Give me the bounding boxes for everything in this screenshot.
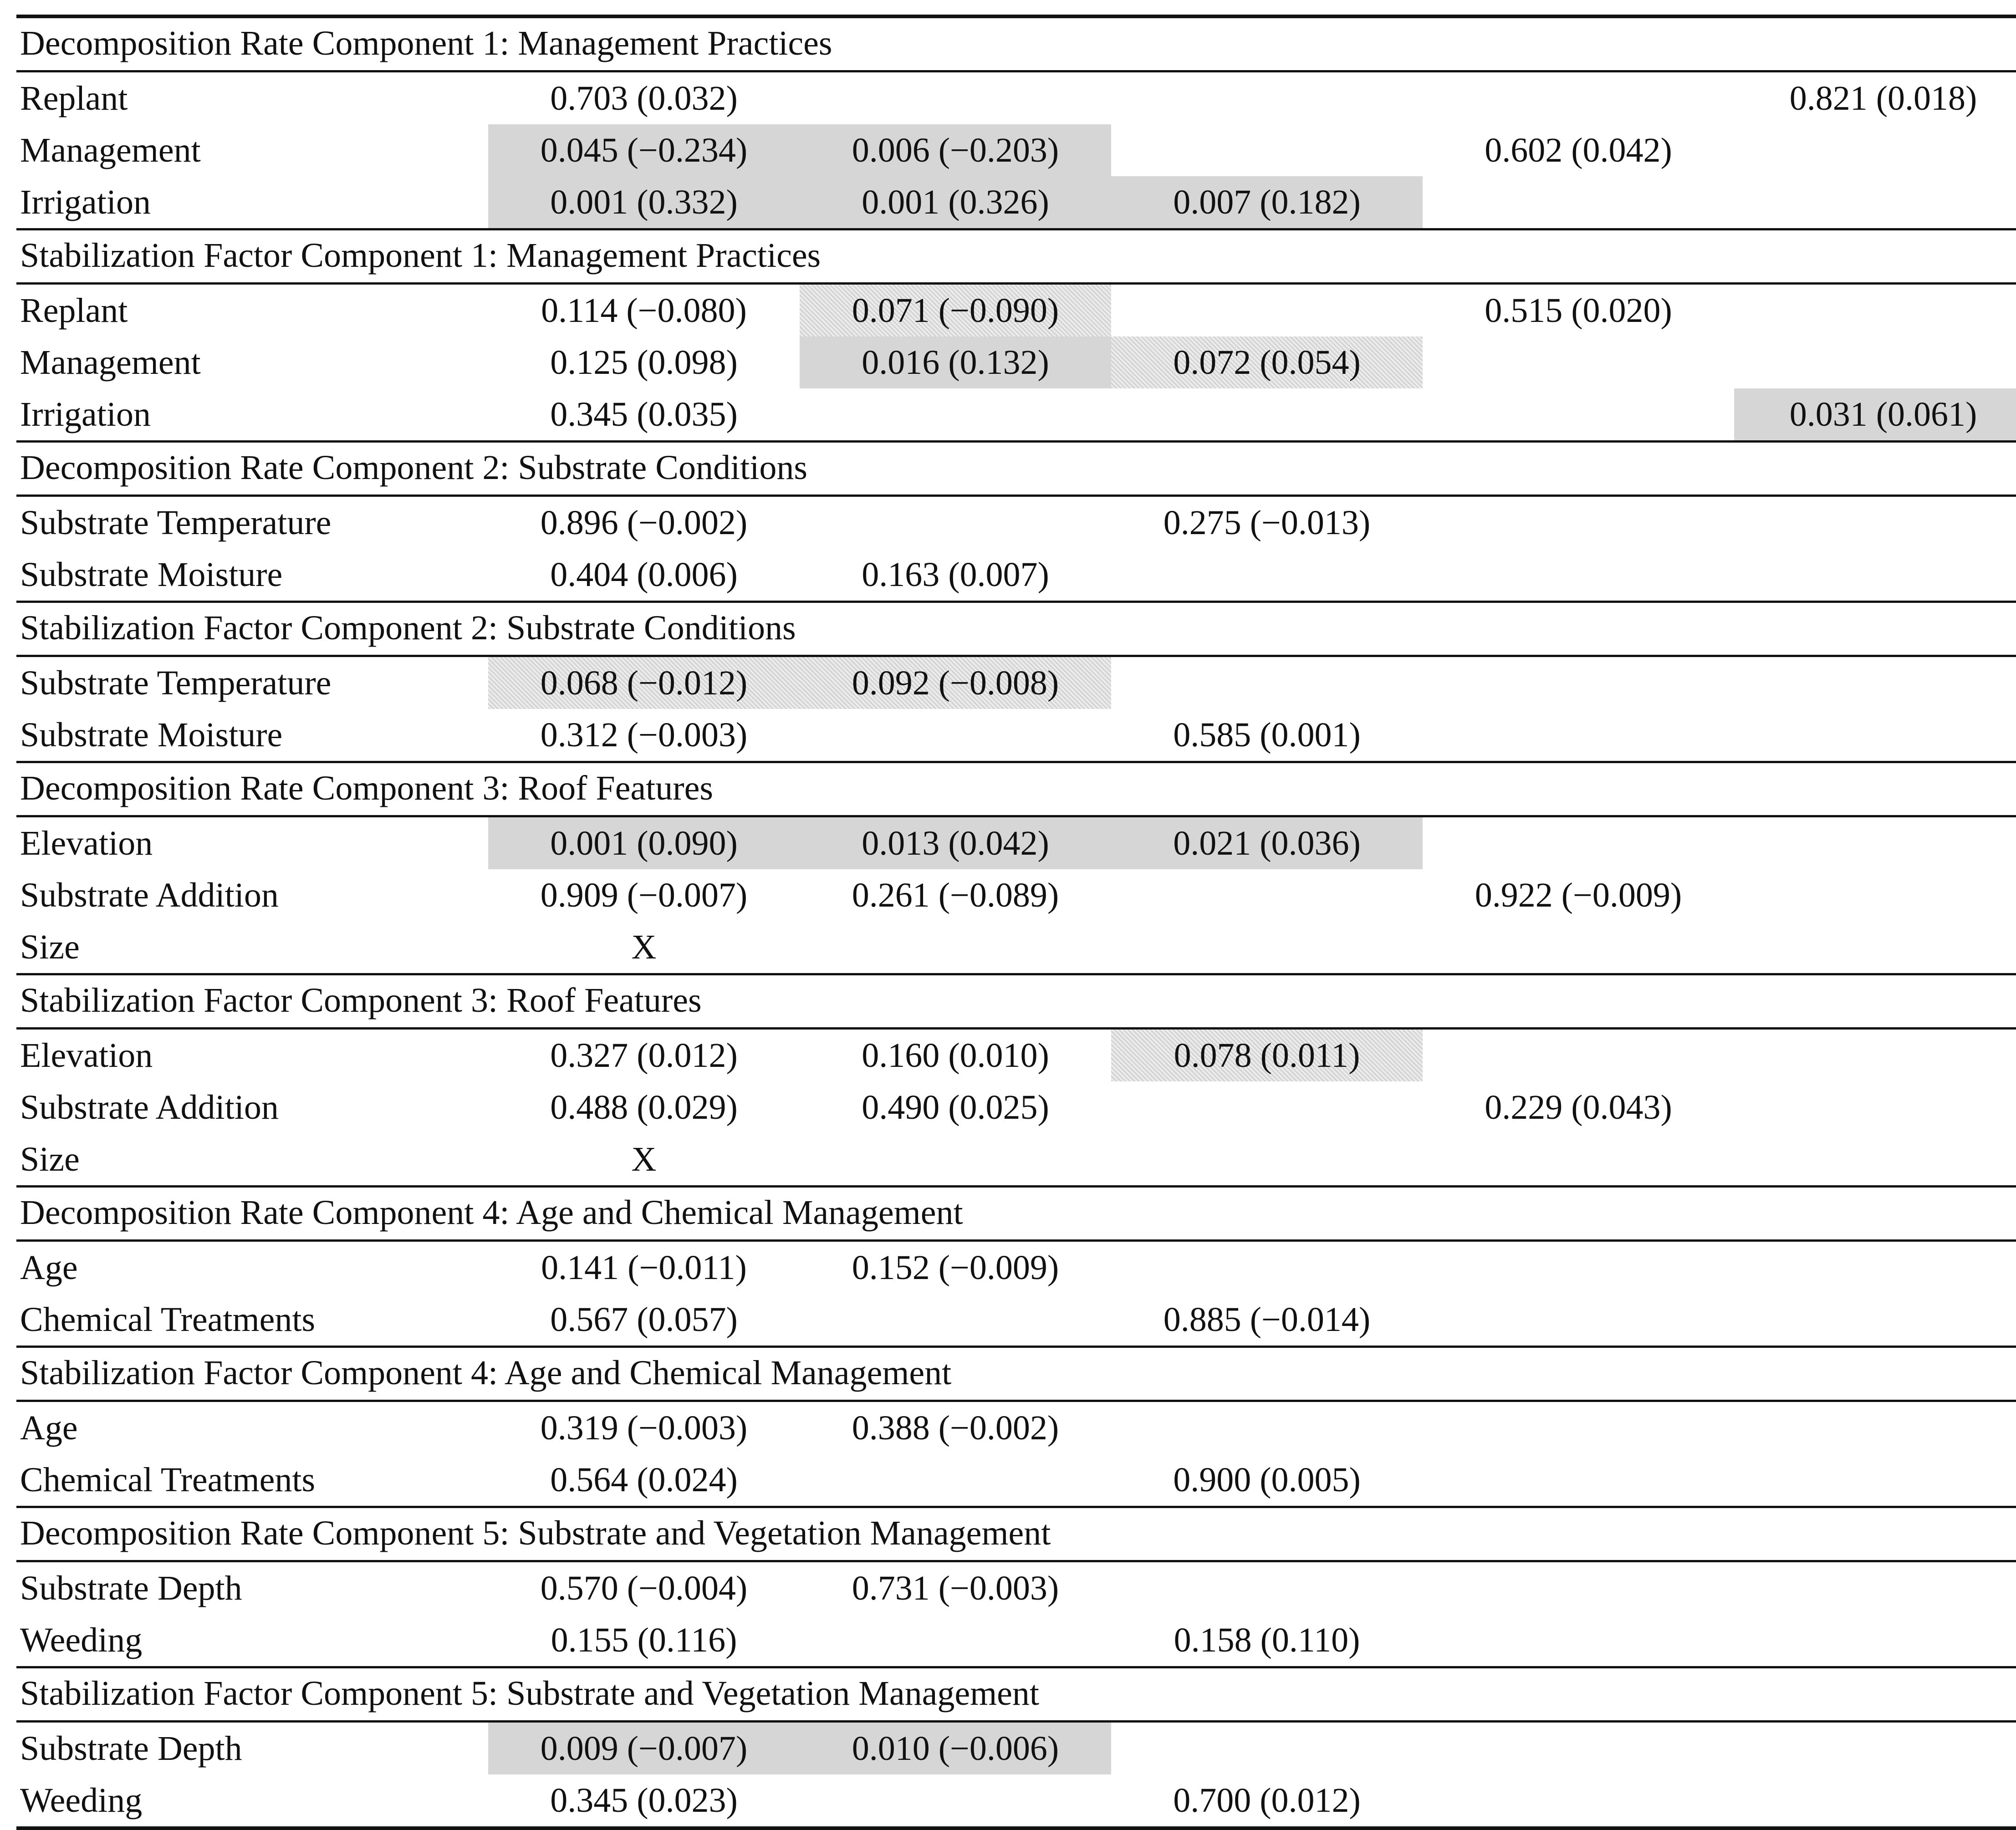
- table-section: [16, 1188, 2016, 1348]
- table-cell: [800, 336, 1111, 388]
- results-table: [16, 15, 2016, 1830]
- cell-value: 0.567 (0.057): [550, 1300, 738, 1339]
- cell-value: 0.564 (0.024): [550, 1460, 738, 1499]
- table-row: [16, 657, 2016, 709]
- section-title: Stabilization Factor Component 2: Substrate Conditions: [20, 609, 796, 647]
- table-cell: [800, 176, 1111, 228]
- table-cell: [488, 1242, 800, 1294]
- row-label: Substrate Moisture: [20, 716, 283, 754]
- cell-value: 0.013 (0.042): [862, 824, 1049, 862]
- section-title: Decomposition Rate Component 2: Substrate Conditions: [20, 449, 807, 487]
- cell-value: 0.158 (0.110): [1174, 1621, 1360, 1659]
- section-title: Stabilization Factor Component 1: Management Practices: [20, 236, 821, 275]
- cell-value: 0.001 (0.090): [550, 824, 738, 862]
- section-header-row: [16, 763, 2016, 815]
- cell-value: 0.163 (0.007): [862, 555, 1049, 594]
- cell-value: 0.319 (−0.003): [540, 1408, 748, 1447]
- table-cell: [1423, 285, 1734, 336]
- cell-value: 0.345 (0.023): [550, 1781, 738, 1820]
- cell-value: 0.900 (0.005): [1173, 1460, 1361, 1499]
- cell-value: 0.602 (0.042): [1485, 131, 1672, 169]
- row-label: Management: [20, 343, 201, 382]
- table-cell: [800, 1242, 1111, 1294]
- table-row: [16, 285, 2016, 336]
- cell-value: 0.001 (0.332): [550, 183, 738, 221]
- cell-value: 0.703 (0.032): [550, 79, 738, 117]
- cell-value: 0.731 (−0.003): [852, 1569, 1059, 1607]
- table-row: [16, 1614, 2016, 1666]
- table-section: [16, 1348, 2016, 1508]
- cell-value: 0.821 (0.018): [1789, 79, 1977, 117]
- row-label: Substrate Depth: [20, 1729, 242, 1768]
- table-cell: [800, 1081, 1111, 1133]
- row-label: Irrigation: [20, 395, 151, 433]
- table-cell: [1734, 72, 2016, 124]
- cell-value: 0.261 (−0.089): [852, 876, 1059, 914]
- table-cell: [488, 1454, 800, 1506]
- table-cell: [800, 817, 1111, 869]
- table-cell: [800, 869, 1111, 921]
- table-cell: [1111, 336, 1423, 388]
- table-cell: [1111, 1294, 1423, 1346]
- table-row: [16, 1562, 2016, 1614]
- cell-value: 0.071 (−0.090): [852, 291, 1059, 330]
- table-row: [16, 1294, 2016, 1346]
- table-row: [16, 1774, 2016, 1826]
- table-section: [16, 18, 2016, 230]
- cell-value: 0.312 (−0.003): [540, 715, 748, 754]
- table-top-rule: [16, 15, 2016, 18]
- table-row: [16, 124, 2016, 176]
- table-cell: [488, 1562, 800, 1614]
- table-cell: [488, 497, 800, 549]
- section-title: Decomposition Rate Component 4: Age and Chemical Management: [20, 1193, 963, 1232]
- cell-value: 0.327 (0.012): [550, 1036, 738, 1075]
- section-header-row: [16, 230, 2016, 282]
- table-cell: [1111, 497, 1423, 549]
- row-label: Weeding: [20, 1621, 143, 1659]
- table-cell: [488, 709, 800, 761]
- table-cell: [1111, 176, 1423, 228]
- cell-value: 0.114 (−0.080): [541, 291, 747, 330]
- row-label: Substrate Depth: [20, 1569, 242, 1607]
- table-bottom-rule: [16, 1826, 2016, 1830]
- section-header-row: [16, 1188, 2016, 1239]
- row-label: Size: [20, 1140, 80, 1178]
- cell-value: 0.404 (0.006): [550, 555, 738, 594]
- table-row: [16, 1242, 2016, 1294]
- row-label: Chemical Treatments: [20, 1300, 316, 1339]
- table-cell: [1423, 124, 1734, 176]
- table-cell: [1423, 869, 1734, 921]
- table-section: [16, 443, 2016, 603]
- cell-value: 0.010 (−0.006): [852, 1729, 1059, 1768]
- table-cell: [488, 176, 800, 228]
- table-cell: [488, 549, 800, 601]
- table-cell: [488, 388, 800, 440]
- section-title: Stabilization Factor Component 3: Roof Features: [20, 981, 702, 1019]
- section-header-row: [16, 443, 2016, 494]
- cell-value: 0.125 (0.098): [550, 343, 738, 382]
- table-cell: [488, 336, 800, 388]
- section-header-row: [16, 975, 2016, 1027]
- cell-value: 0.141 (−0.011): [541, 1248, 747, 1287]
- cell-value: 0.229 (0.043): [1485, 1088, 1672, 1127]
- table-cell: [1111, 1030, 1423, 1081]
- table-cell: [800, 124, 1111, 176]
- cell-value: 0.006 (−0.203): [852, 131, 1059, 169]
- table-cell: [800, 1402, 1111, 1454]
- table-cell: [1734, 388, 2016, 440]
- cell-value: 0.585 (0.001): [1173, 715, 1361, 754]
- table-cell: [1111, 1454, 1423, 1506]
- table-cell: [488, 1081, 800, 1133]
- table-cell: [488, 1294, 800, 1346]
- cell-value: 0.700 (0.012): [1173, 1781, 1361, 1820]
- table-cell: [488, 921, 800, 973]
- table-row: [16, 1454, 2016, 1506]
- table-cell: [488, 817, 800, 869]
- table-cell: [488, 72, 800, 124]
- row-label: Size: [20, 928, 80, 966]
- section-title: Decomposition Rate Component 3: Roof Features: [20, 769, 713, 807]
- table-row: [16, 1402, 2016, 1454]
- cell-value: 0.896 (−0.002): [540, 503, 748, 542]
- row-label: Age: [20, 1249, 78, 1287]
- table-cell: [488, 1614, 800, 1666]
- cell-value: X: [631, 1140, 657, 1178]
- section-title: Decomposition Rate Component 1: Management Practices: [20, 24, 832, 62]
- table-section: [16, 1508, 2016, 1668]
- table-cell: [800, 285, 1111, 336]
- row-label: Chemical Treatments: [20, 1461, 316, 1499]
- cell-value: 0.016 (0.132): [862, 343, 1049, 382]
- cell-value: 0.152 (−0.009): [852, 1248, 1059, 1287]
- cell-value: 0.388 (−0.002): [852, 1408, 1059, 1447]
- table-cell: [488, 1133, 800, 1185]
- table-row: [16, 1723, 2016, 1774]
- table-cell: [488, 1774, 800, 1826]
- section-title: Decomposition Rate Component 5: Substrate and Vegetation Management: [20, 1514, 1051, 1552]
- cell-value: 0.045 (−0.234): [540, 131, 748, 169]
- section-title: Stabilization Factor Component 5: Substrate and Vegetation Management: [20, 1674, 1040, 1713]
- table-section: [16, 603, 2016, 763]
- row-label: Elevation: [20, 1036, 153, 1075]
- row-label: Replant: [20, 79, 128, 117]
- row-label: Substrate Addition: [20, 876, 279, 914]
- row-label: Elevation: [20, 824, 153, 862]
- row-label: Weeding: [20, 1781, 143, 1820]
- table-section: [16, 763, 2016, 975]
- row-label: Irrigation: [20, 183, 151, 221]
- table-cell: [488, 285, 800, 336]
- cell-value: 0.021 (0.036): [1173, 824, 1361, 862]
- cell-value: 0.155 (0.116): [551, 1621, 737, 1659]
- table-row: [16, 549, 2016, 601]
- cell-value: 0.885 (−0.014): [1163, 1300, 1371, 1339]
- table-row: [16, 1081, 2016, 1133]
- table-cell: [800, 1723, 1111, 1774]
- cell-value: 0.345 (0.035): [550, 395, 738, 433]
- table-row: [16, 1030, 2016, 1081]
- cell-value: 0.009 (−0.007): [540, 1729, 748, 1768]
- table-row: [16, 497, 2016, 549]
- section-title: Stabilization Factor Component 4: Age and Chemical Management: [20, 1354, 952, 1392]
- table-row: [16, 709, 2016, 761]
- cell-value: 0.001 (0.326): [862, 183, 1049, 221]
- section-header-row: [16, 1348, 2016, 1400]
- section-header-row: [16, 1508, 2016, 1560]
- table-cell: [1111, 1614, 1423, 1666]
- cell-value: 0.570 (−0.004): [540, 1569, 748, 1607]
- cell-value: 0.160 (0.010): [862, 1036, 1049, 1075]
- row-label: Replant: [20, 291, 128, 330]
- table-cell: [1111, 817, 1423, 869]
- cell-value: 0.031 (0.061): [1789, 395, 1977, 433]
- table-cell: [488, 1723, 800, 1774]
- cell-value: 0.072 (0.054): [1173, 343, 1361, 382]
- table-cell: [488, 1402, 800, 1454]
- row-label: Age: [20, 1409, 78, 1447]
- cell-value: 0.515 (0.020): [1485, 291, 1672, 330]
- table-cell: [800, 657, 1111, 709]
- table-row: [16, 869, 2016, 921]
- table-cell: [800, 1562, 1111, 1614]
- table-cell: [800, 549, 1111, 601]
- table-row: [16, 1133, 2016, 1185]
- cell-value: 0.275 (−0.013): [1163, 503, 1371, 542]
- cell-value: 0.909 (−0.007): [540, 876, 748, 914]
- table-section: [16, 975, 2016, 1188]
- table-row: [16, 176, 2016, 228]
- table-cell: [488, 869, 800, 921]
- cell-value: 0.490 (0.025): [862, 1088, 1049, 1127]
- section-header-row: [16, 18, 2016, 70]
- section-header-row: [16, 603, 2016, 655]
- cell-value: 0.092 (−0.008): [852, 663, 1059, 702]
- table-row: [16, 817, 2016, 869]
- table-cell: [800, 1030, 1111, 1081]
- cell-value: 0.068 (−0.012): [540, 663, 748, 702]
- section-header-row: [16, 1668, 2016, 1720]
- row-label: Substrate Temperature: [20, 664, 332, 702]
- table-section: [16, 1668, 2016, 1830]
- row-label: Substrate Addition: [20, 1088, 279, 1127]
- table-row: [16, 336, 2016, 388]
- table-cell: [1423, 1081, 1734, 1133]
- row-label: Management: [20, 131, 201, 169]
- row-label: Substrate Temperature: [20, 504, 332, 542]
- cell-value: 0.007 (0.182): [1173, 183, 1361, 221]
- table-cell: [1111, 709, 1423, 761]
- table-cell: [488, 1030, 800, 1081]
- row-label: Substrate Moisture: [20, 556, 283, 594]
- table-body: [16, 18, 2016, 1830]
- table-section: [16, 230, 2016, 443]
- cell-value: 0.922 (−0.009): [1475, 876, 1682, 914]
- table-row: [16, 388, 2016, 440]
- table-row: [16, 921, 2016, 973]
- table-row: [16, 72, 2016, 124]
- cell-value: X: [631, 928, 657, 966]
- table-cell: [488, 657, 800, 709]
- cell-value: 0.488 (0.029): [550, 1088, 738, 1127]
- table-cell: [488, 124, 800, 176]
- table-cell: [1111, 1774, 1423, 1826]
- cell-value: 0.078 (0.011): [1174, 1036, 1360, 1075]
